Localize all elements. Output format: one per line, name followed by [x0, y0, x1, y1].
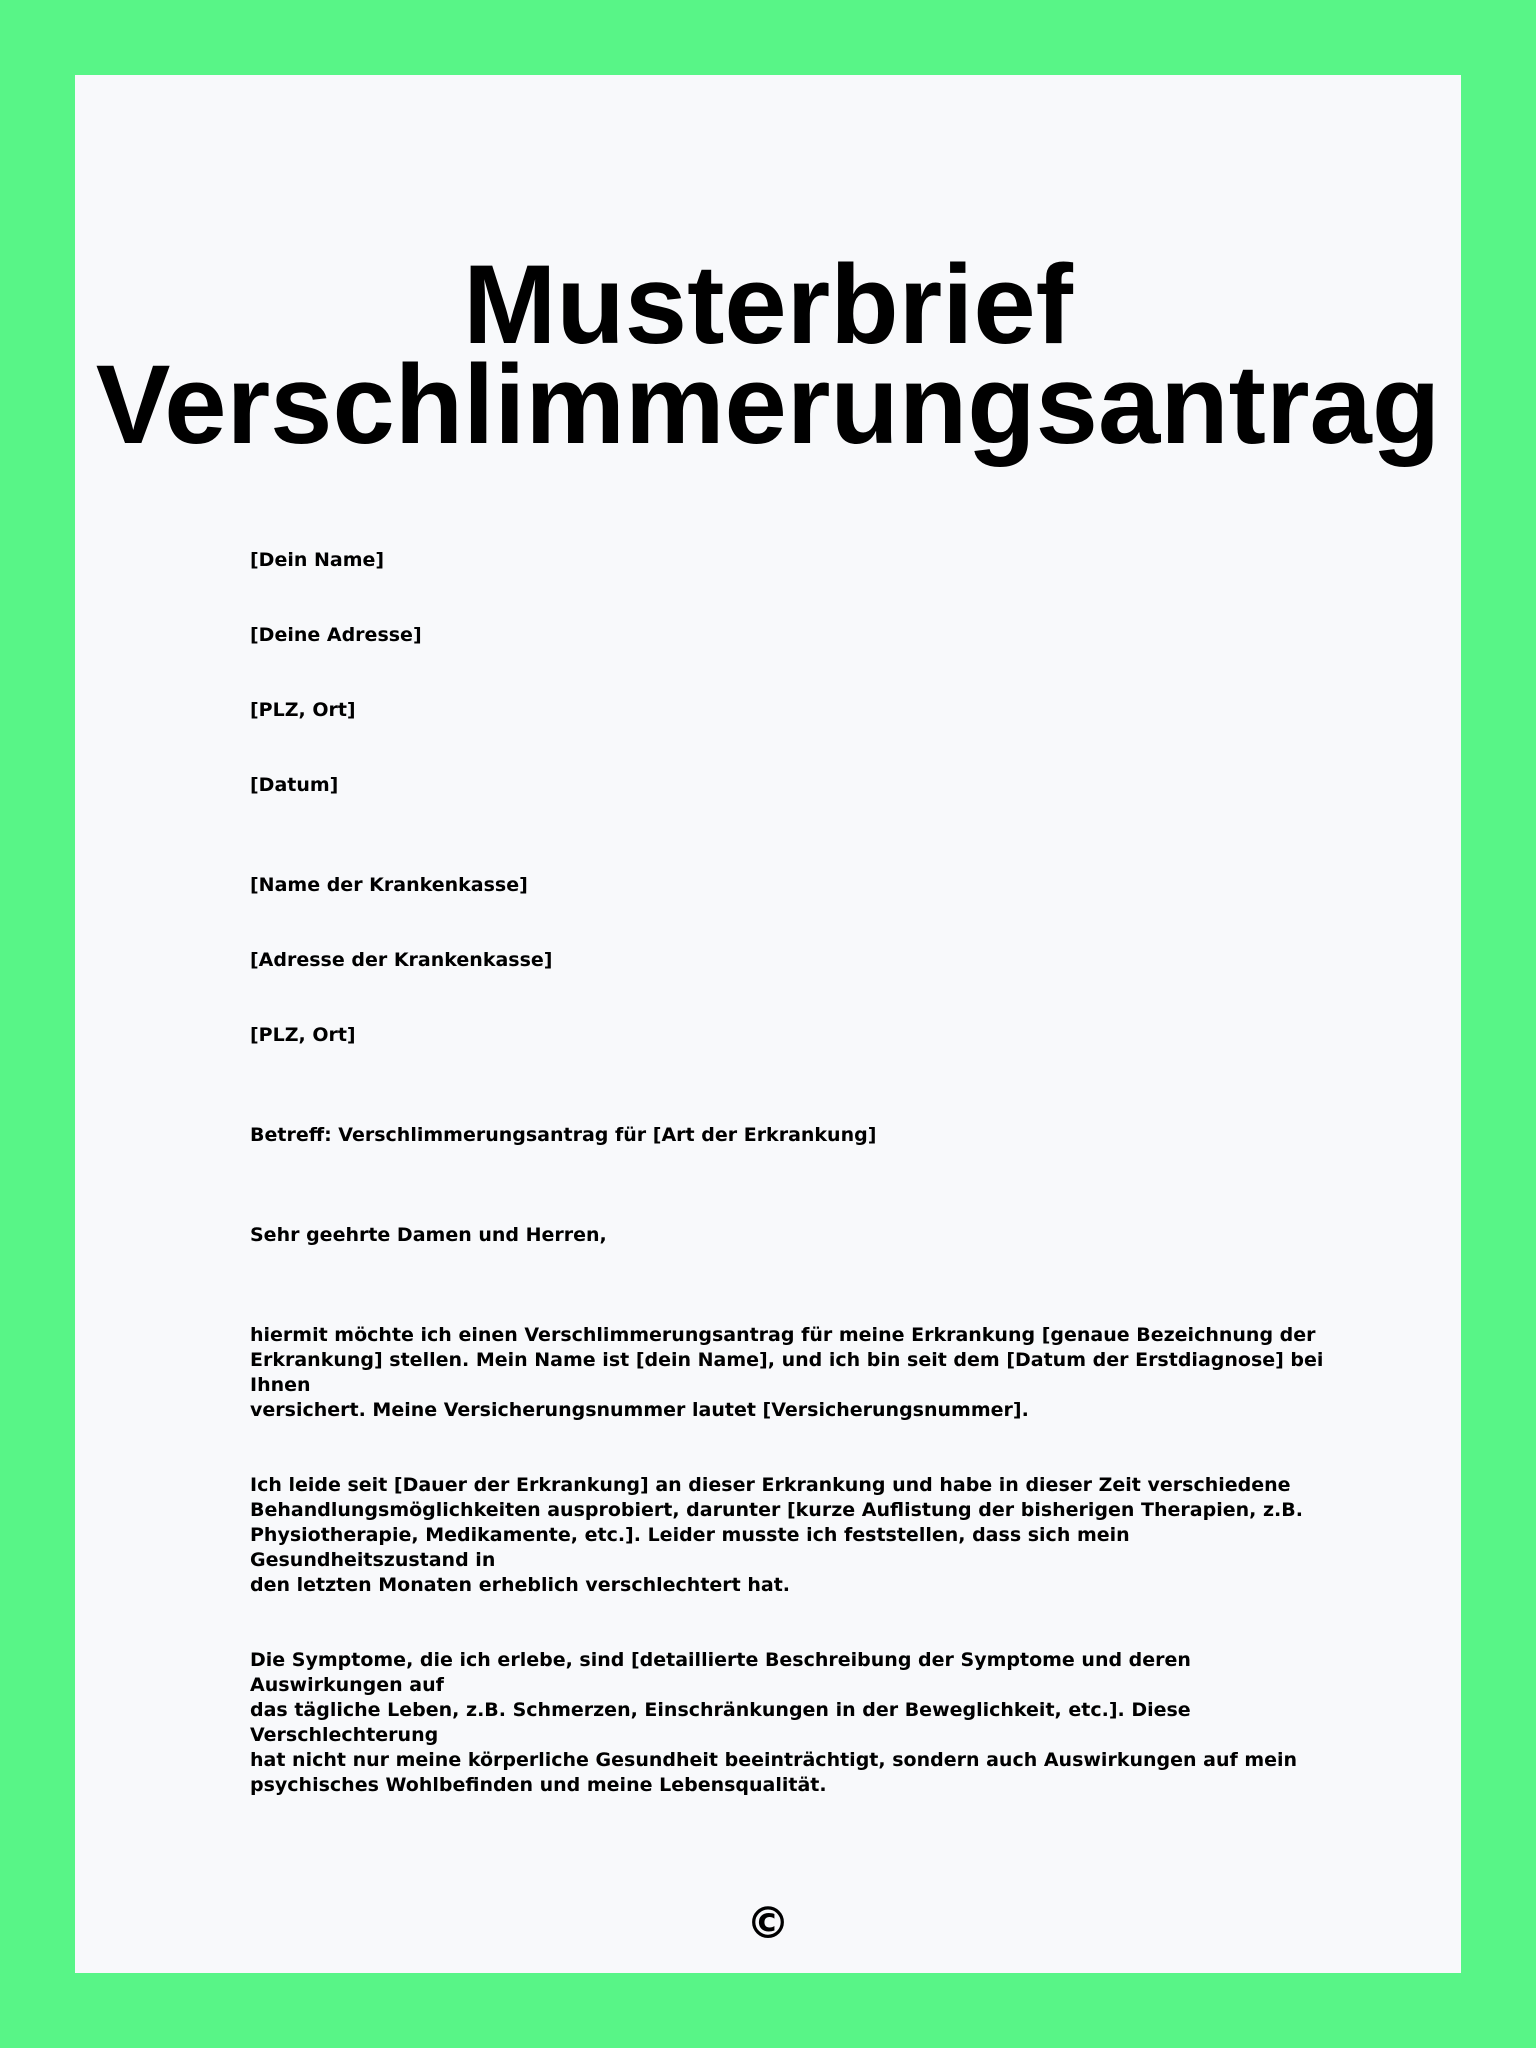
- letter-subject: Betreff: Verschlimmerungsantrag für [Art der Erkrankung]: [250, 1124, 877, 1146]
- document-page: [75, 75, 1461, 1973]
- copyright-icon: ©: [746, 1898, 790, 1949]
- recipient-zip-city: [PLZ, Ort]: [250, 1024, 356, 1046]
- sender-name: [Dein Name]: [250, 549, 385, 571]
- document-title: [75, 242, 1461, 467]
- sender-address: [Deine Adresse]: [250, 624, 422, 646]
- letter-date: [Datum]: [250, 774, 339, 796]
- title-line-2: Verschlimmerungsantrag: [95, 342, 1441, 467]
- title-line-1: Musterbrief: [463, 242, 1073, 367]
- letter-salutation: Sehr geehrte Damen und Herren,: [250, 1224, 607, 1246]
- body-paragraph-1: hiermit möchte ich einen Verschlimmerungsantrag für meine Erkrankung [genaue Bezeichnung der Erkrankung] stellen. Mein Name ist [dein Name], und ich bin seit dem [Datum der Erstdiagnose] bei Ihnen versichert. Meine Versicherungsnummer lautet [Versicherungsnummer].: [250, 1324, 1324, 1421]
- recipient-address: [Adresse der Krankenkasse]: [250, 949, 553, 971]
- sender-zip-city: [PLZ, Ort]: [250, 699, 356, 721]
- body-paragraph-3: Die Symptome, die ich erlebe, sind [detaillierte Beschreibung der Symptome und deren Auswirkungen auf das tägliche Leben, z.B. Schmerzen, Einschränkungen in der Beweglichkeit, etc.]. Diese Verschlechterung hat nicht nur meine körperliche Gesundheit beeinträchtigt, sondern auch Auswirkungen auf mein psychisches Wohlbefinden und meine Lebensqualität.: [250, 1649, 1298, 1796]
- body-paragraph-2: Ich leide seit [Dauer der Erkrankung] an dieser Erkrankung und habe in dieser Zeit verschiedene Behandlungsmöglichkeiten ausprobiert, darunter [kurze Auflistung der bisherigen Therapien, z.B. Physiotherapie, Medikamente, etc.]. Leider musste ich feststellen, dass sich mein Gesundheitszustand in den letzten Monaten erheblich verschlechtert hat.: [250, 1474, 1303, 1596]
- recipient-name: [Name der Krankenkasse]: [250, 874, 528, 896]
